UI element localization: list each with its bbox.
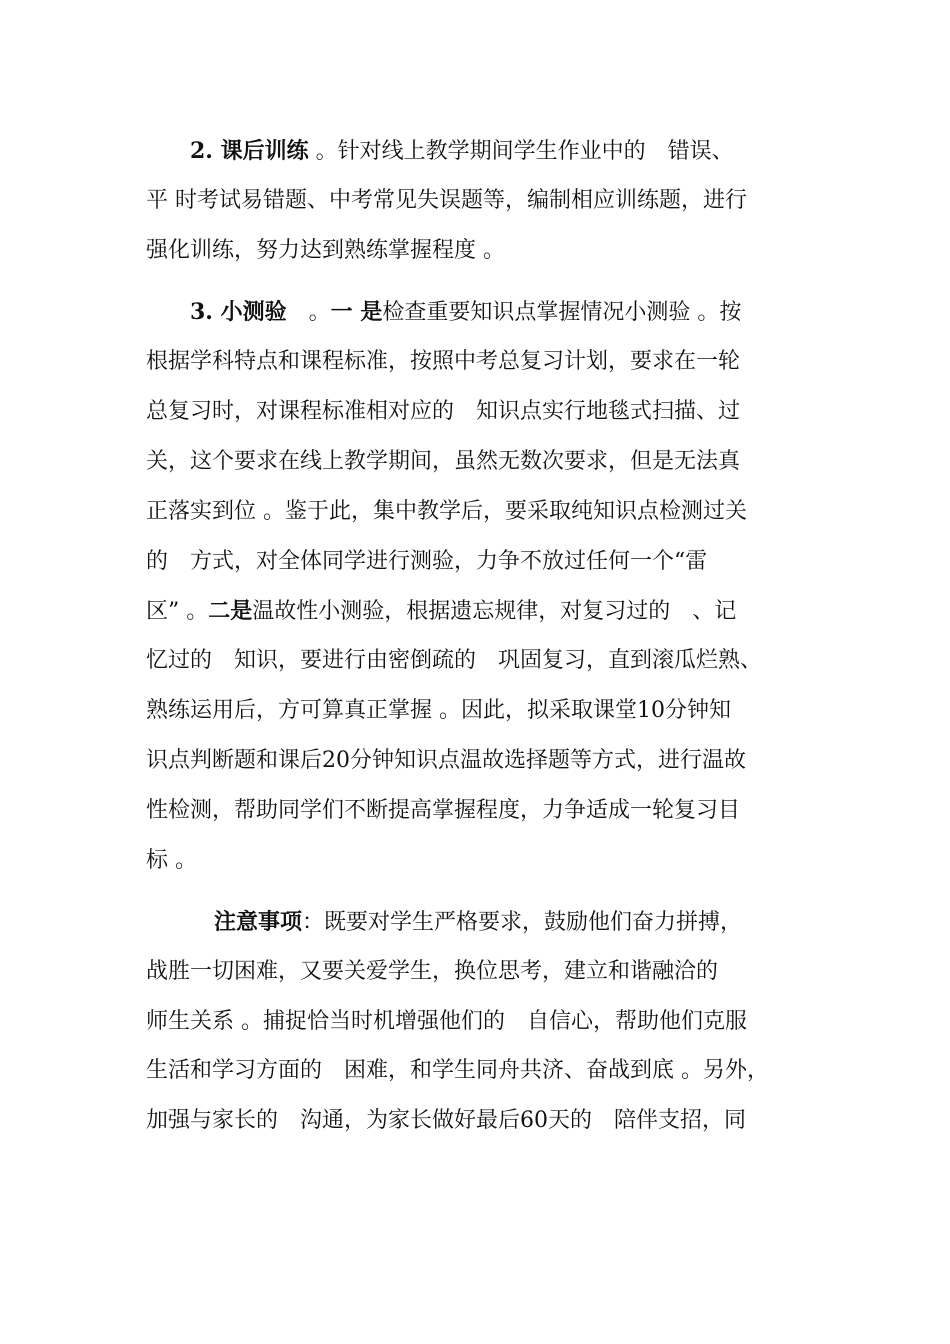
line-text: 。: [286, 300, 331, 325]
sub-heading: 一 是: [330, 299, 383, 325]
paragraph-line: 正落实到位 。鉴于此，集中教学后，要采取纯知识点检测过关: [146, 499, 747, 524]
paragraph-line: 总复习时，对课程标准相对应的 知识点实行地毯式扫描、过: [146, 399, 741, 424]
item-heading: 2. 课后训练: [190, 138, 309, 164]
paragraph-line: [214, 907, 742, 938]
paragraph-line: 的 方式，对全体同学进行测验，力争不放过任何一个“雷: [146, 549, 708, 574]
line-text: 温故性小测验，根据遗忘规律，对复习过的 、记: [252, 599, 737, 624]
line-text: 。针对线上教学期间学生作业中的 错误、: [308, 139, 734, 164]
paragraph-line: 师生关系 。捕捉恰当时机增强他们的 自信心，帮助他们克服: [146, 1009, 747, 1034]
paragraph-line: 忆过的 知识，要进行由密倒疏的 巩固复习，直到滚瓜烂熟、: [146, 648, 763, 673]
paragraph-line: 强化训练，努力达到熟练掌握程度 。: [146, 238, 505, 263]
sub-heading: 二是: [208, 598, 253, 624]
line-text: 区” 。: [146, 599, 209, 624]
paragraph-line: [146, 596, 736, 627]
item-heading: 3. 小测验: [190, 299, 287, 325]
paragraph-line: 平 时考试易错题、中考常见失误题等，编制相应训练题，进行: [146, 188, 747, 213]
line-text: 检查重要知识点掌握情况小测验 。按: [382, 300, 742, 325]
paragraph-line: 加强与家长的 沟通，为家长做好最后60天的 陪伴支招，同: [146, 1108, 746, 1133]
paragraph-line: 生活和学习方面的 困难，和学生同舟共济、奋战到底 。另外，: [146, 1058, 769, 1083]
paragraph-line: 战胜一切困难，又要关爱学生，换位思考，建立和谐融洽的: [146, 959, 719, 984]
paragraph-line: [190, 136, 734, 167]
paragraph-line: [190, 297, 741, 328]
item-heading: 注意事项: [214, 909, 303, 935]
line-text: ：既要对学生严格要求，鼓励他们奋力拼搏，: [302, 910, 743, 935]
paragraph-line: 性检测，帮助同学们不断提高掌握程度，力争适成一轮复习目: [146, 798, 741, 823]
paragraph-line: 标 。: [146, 848, 197, 873]
paragraph-line: 根据学科特点和课程标准，按照中考总复习计划，要求在一轮: [146, 349, 741, 374]
paragraph-line: 关，这个要求在线上教学期间，虽然无数次要求，但是无法真: [146, 449, 741, 474]
paragraph-line: 熟练运用后，方可算真正掌握 。因此，拟采取课堂10分钟知: [146, 698, 731, 723]
paragraph-line: 识点判断题和课后20分钟知识点温故选择题等方式，进行温故: [146, 748, 746, 773]
